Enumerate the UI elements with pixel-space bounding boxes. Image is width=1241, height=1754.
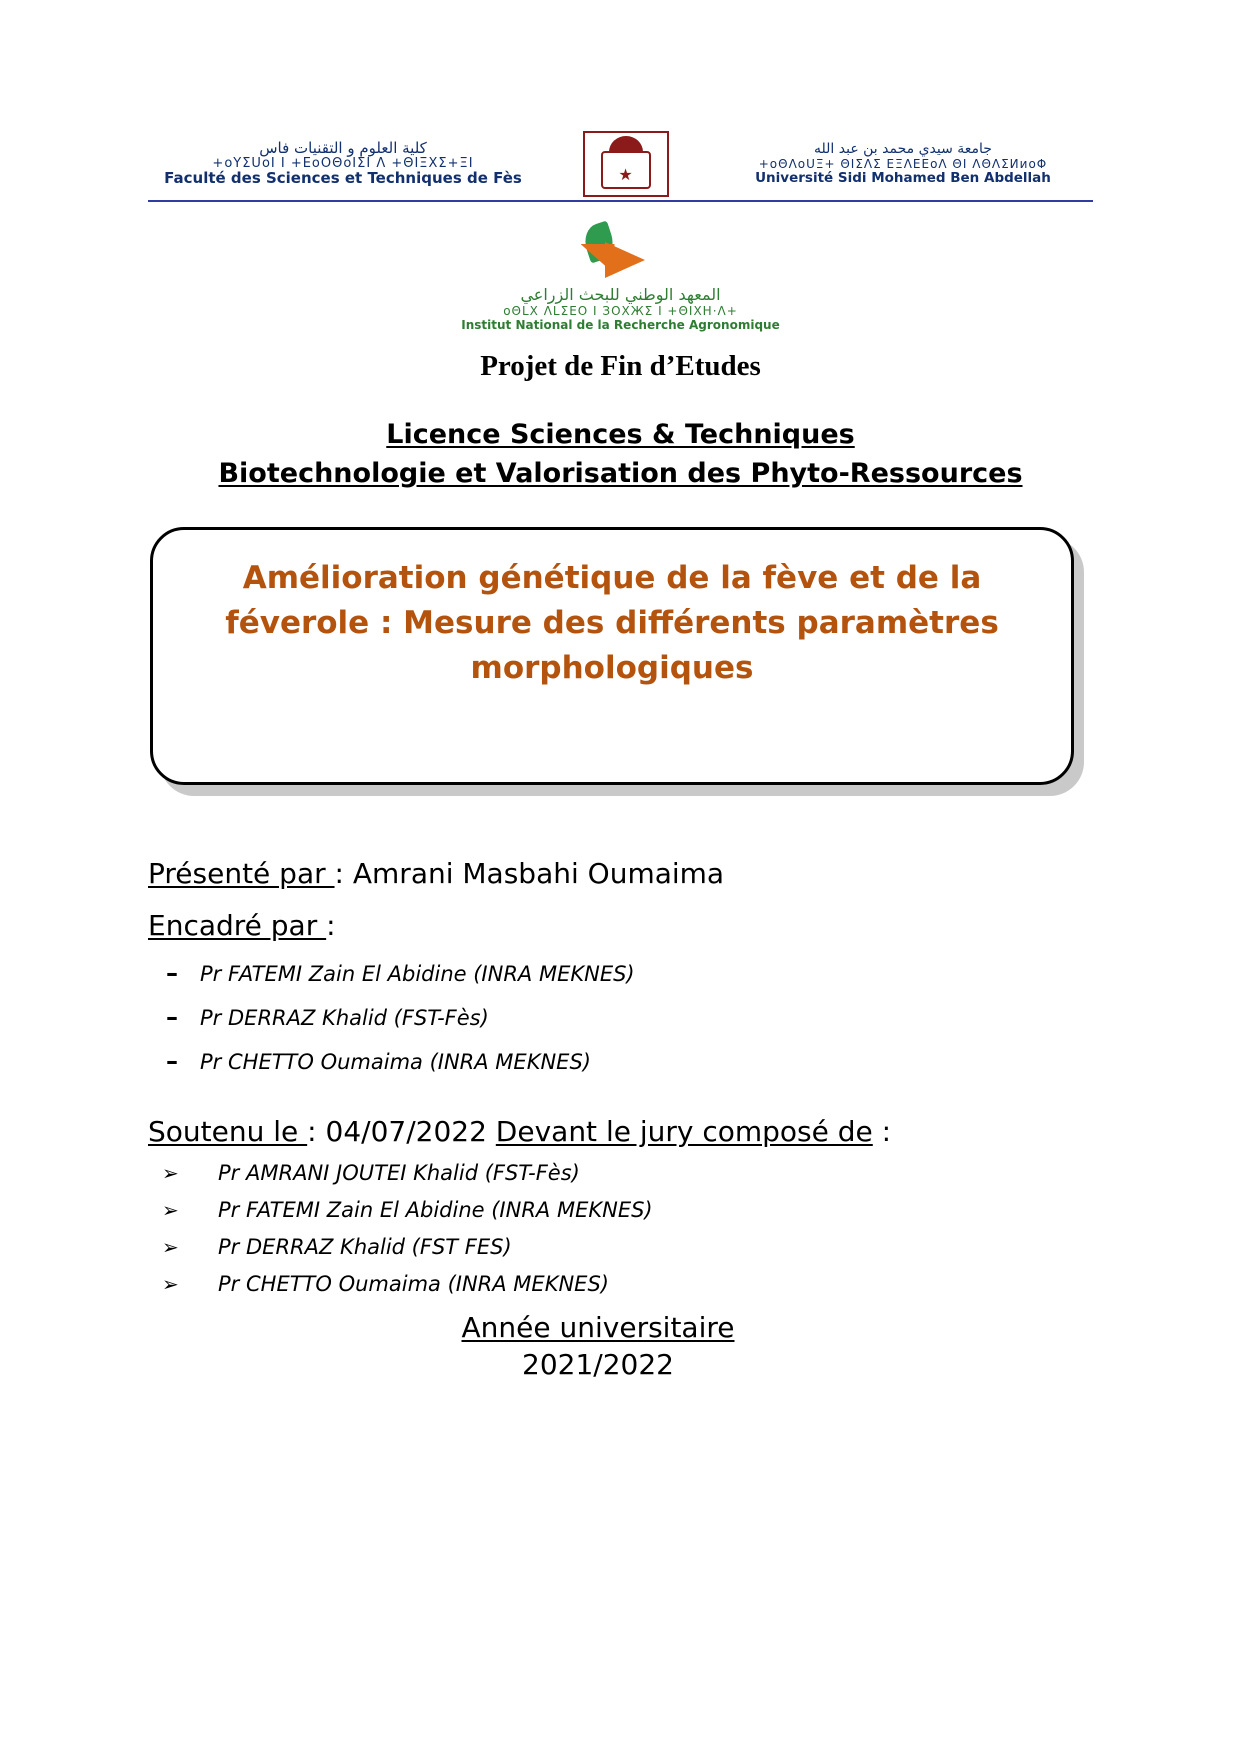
inra-leaf-arrow-icon: [541, 222, 701, 280]
usmba-logo-tifinagh: +oΘΛoUΞ+ ΘIΣΛΣ ΕΞΛΕΕoΛ ΘI ΛΘΛΣИиoΦ: [758, 156, 1048, 171]
inra-arabic: المعهد الوطني للبحث الزراعي: [520, 285, 721, 304]
author-label: Présenté par: [148, 857, 335, 890]
usmba-logo-arabic: جامعة سيدي محمد بن عبد الله: [814, 141, 992, 158]
diploma-heading: [0, 415, 1241, 493]
arrow-bullet-icon: ➢: [162, 1197, 179, 1222]
list-item: [162, 1161, 1108, 1185]
page-title: Amélioration génétique de la fève et de la féverole : Mesure des différents paramètres morphologiques: [225, 560, 999, 686]
jury-name: CHETTO Oumaima (INRA MEKNES): [246, 1271, 609, 1296]
author-line: [148, 855, 1108, 893]
supervision-separator: :: [326, 908, 336, 942]
cover-body: [148, 855, 1108, 1384]
fst-logo: [148, 141, 538, 186]
defense-date: 04/07/2022: [325, 1114, 487, 1148]
jury-name: FATEMI Zain El Abidine (INRA MEKNES): [246, 1197, 653, 1222]
inra-tifinagh: oΘLΧ ΛLΣΕO I ЗOΧЖΣ I +ΘΙΧΗ⋅Λ+: [503, 304, 738, 318]
usmba-logo-french: Université Sidi Mohamed Ben Abdellah: [755, 169, 1051, 186]
list-item: [166, 959, 1108, 987]
academic-year: [148, 1309, 1048, 1385]
list-item: [162, 1198, 1108, 1222]
supervisor-name: CHETTO Oumaima (INRA MEKNES): [228, 1049, 591, 1074]
list-item: [162, 1272, 1108, 1296]
crest-top-shape: [609, 136, 643, 152]
title-box: [150, 527, 1074, 785]
defense-separator: :: [307, 1114, 326, 1148]
jury-name: AMRANI JOUTEI Khalid (FST-Fès): [246, 1160, 580, 1185]
supervision-line: [148, 907, 1108, 945]
usmba-logo: [713, 142, 1093, 185]
jury-list: [148, 1161, 1108, 1296]
list-dash: –: [166, 1046, 178, 1075]
fst-logo-arabic: كلية العلوم و التقنيات فاس: [259, 139, 427, 158]
university-crest-icon: [583, 131, 669, 197]
diploma-line-1: Licence Sciences & Techniques: [386, 419, 855, 450]
header-divider: [148, 200, 1093, 202]
jury-name: DERRAZ Khalid (FST FES): [246, 1234, 512, 1259]
supervisor-name: FATEMI Zain El Abidine (INRA MEKNES): [228, 961, 635, 986]
academic-year-label: Année universitaire: [461, 1310, 735, 1344]
list-dash: –: [166, 1002, 178, 1031]
jury-prefix: Pr: [218, 1271, 240, 1296]
list-item: [166, 1003, 1108, 1031]
jury-separator: :: [872, 1114, 892, 1148]
defense-line: [148, 1111, 1098, 1153]
author-name: Amrani Masbahi Oumaima: [352, 857, 725, 890]
inra-logo: [0, 222, 1241, 332]
supervisors-list: [148, 959, 1108, 1075]
fst-logo-tifinagh: +oΥΣUoI I +ΕoOΘoIΣI Λ +ΘIΞΧΣ+ΞI: [212, 156, 474, 172]
supervisor-name: DERRAZ Khalid (FST-Fès): [228, 1005, 489, 1030]
supervisor-prefix: Pr: [200, 1049, 222, 1074]
inra-french: Institut National de la Recherche Agronomique: [461, 318, 780, 332]
arrow-bullet-icon: ➢: [162, 1271, 179, 1296]
inra-arrow-shape: [605, 242, 645, 278]
crest-glyph: ★: [618, 165, 633, 184]
supervisor-prefix: Pr: [200, 1005, 222, 1030]
project-type: Projet de Fin d’Etudes: [480, 350, 761, 382]
header-logos: [148, 128, 1093, 200]
defense-label: Soutenu le: [148, 1114, 308, 1148]
list-dash: –: [166, 958, 178, 987]
diploma-line-2: Biotechnologie et Valorisation des Phyto-Ressources: [218, 458, 1023, 490]
jury-prefix: Pr: [218, 1197, 240, 1222]
list-item: [162, 1235, 1108, 1259]
list-item: [166, 1047, 1108, 1075]
arrow-bullet-icon: ➢: [162, 1160, 179, 1185]
fst-logo-french: Faculté des Sciences et Techniques de Fès: [164, 168, 522, 187]
jury-prefix: Pr: [218, 1160, 240, 1185]
author-separator: :: [334, 857, 353, 890]
supervision-label: Encadré par: [148, 908, 327, 942]
jury-prefix: Pr: [218, 1234, 240, 1259]
jury-label: Devant le jury composé de: [495, 1114, 873, 1148]
arrow-bullet-icon: ➢: [162, 1234, 179, 1259]
supervisor-prefix: Pr: [200, 961, 222, 986]
academic-year-value: 2021/2022: [522, 1348, 674, 1382]
